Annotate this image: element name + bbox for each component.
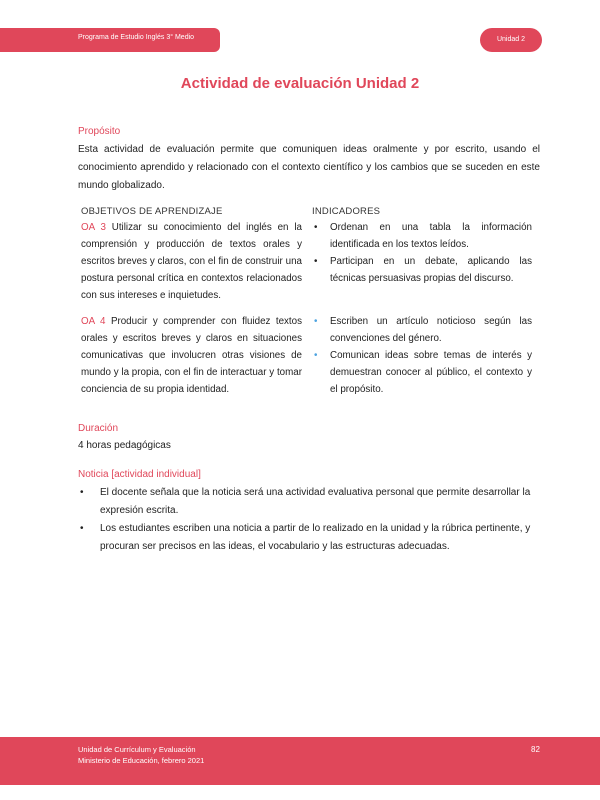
unit-badge: Unidad 2 <box>480 28 542 52</box>
bullet-icon: • <box>80 487 84 498</box>
objective-text: Producir y comprender con fluidez textos orales y escritos breves y claros en situaciones comunicativas que involucren otras visiones de mundo y la propia, con el fin de interactuar y tomar conciencia de su propia identidad. <box>81 316 302 395</box>
indicator-item: • Ordenan en una tabla la información identificada en los textos leídos. <box>312 219 532 253</box>
purpose-label: Propósito <box>78 126 121 137</box>
indicator-item: • Escriben un artículo noticioso según las convenciones del género. <box>312 313 532 347</box>
bullet-icon: • <box>314 316 318 327</box>
objective-code: OA 4 <box>81 316 106 327</box>
indicator-list <box>312 313 532 398</box>
program-title: Programa de Estudio Inglés 3° Medio <box>78 34 195 41</box>
footer-unit: Unidad de Currículum y Evaluación <box>78 745 196 754</box>
indicator-item: • Participan en un debate, aplicando las técnicas persuasivas propias del discurso. <box>312 253 532 287</box>
objective-oa4 <box>81 313 302 398</box>
page-title: Actividad de evaluación Unidad 2 <box>180 75 420 92</box>
indicators-header: INDICADORES <box>312 206 381 217</box>
objective-text: Utilizar su conocimiento del inglés en la comprensión y producción de textos orales y escritos breves y claros, con el fin de construir una postura personal crítica en contextos relacionados con sus intereses e inquietudes. <box>81 222 302 301</box>
bullet-icon: • <box>314 256 318 267</box>
footer-ministry: Ministerio de Educación, febrero 2021 <box>78 756 205 765</box>
activity-item: • Los estudiantes escriben una noticia a partir de lo realizado en la unidad y la rúbrica pertinente, y procuran ser precisos en las ideas, el vocabulario y las estructuras adecuadas. <box>78 520 540 556</box>
activity-item: • El docente señala que la noticia será una actividad evaluativa personal que permite desarrollar la expresión escrita. <box>78 484 540 520</box>
objective-oa3 <box>81 219 302 304</box>
bullet-icon: • <box>314 350 318 361</box>
indicator-list <box>312 219 532 287</box>
page-number: 82 <box>531 745 540 754</box>
objective-code: OA 3 <box>81 222 106 233</box>
duration-value: 4 horas pedagógicas <box>78 440 171 451</box>
bullet-icon: • <box>314 222 318 233</box>
duration-label: Duración <box>78 423 119 434</box>
bullet-icon: • <box>80 523 84 534</box>
purpose-text: Esta actividad de evaluación permite que comuniquen ideas oralmente y por escrito, usando el conocimiento aprendido y relacionado con el contexto científico y los cambios que se suceden en este mundo globalizado. <box>78 144 540 191</box>
indicator-item: • Comunican ideas sobre temas de interés y demuestran conocer al público, el contexto y el propósito. <box>312 347 532 398</box>
activity-label: Noticia [actividad individual] <box>78 469 201 480</box>
objectives-header: OBJETIVOS DE APRENDIZAJE <box>81 206 223 217</box>
activity-list <box>78 484 540 556</box>
